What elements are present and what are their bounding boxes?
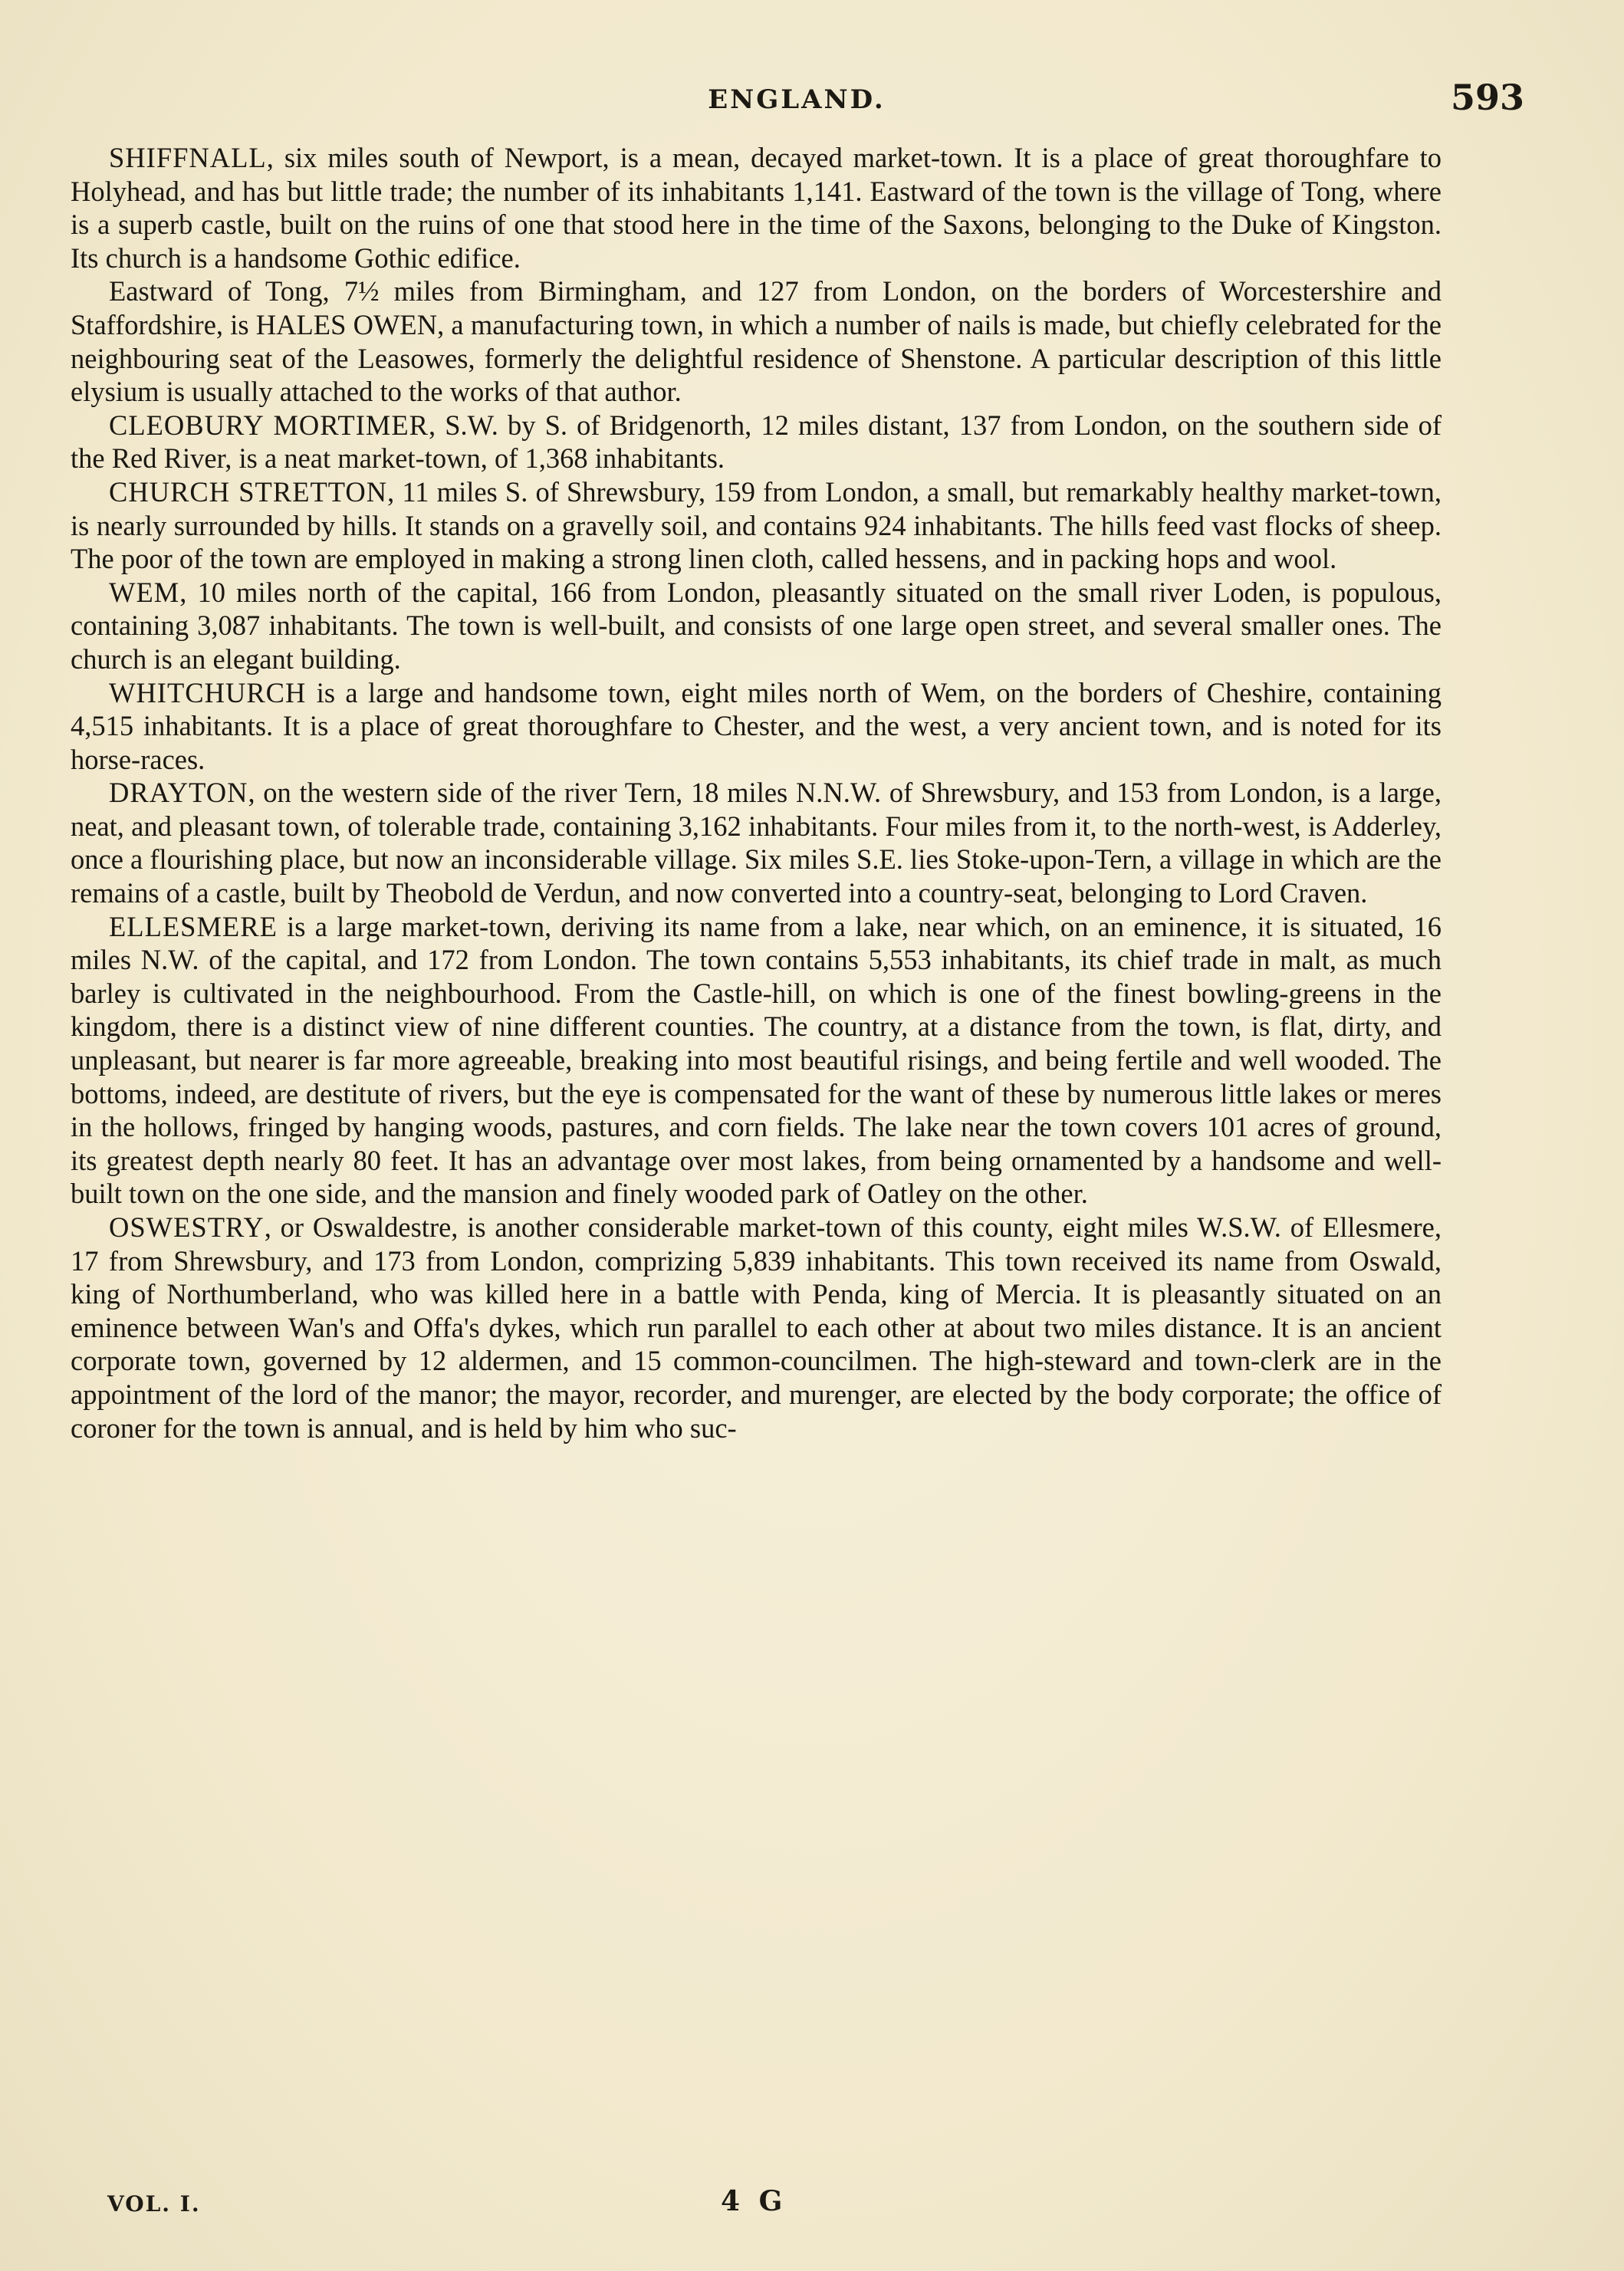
place-name: DRAYTON bbox=[109, 777, 248, 809]
paragraph-oswestry bbox=[71, 1211, 1442, 1444]
signature-mark: 4 G bbox=[721, 2185, 787, 2217]
page-footer bbox=[107, 2185, 1517, 2223]
paragraph-text: Eastward of Tong, 7½ miles from Birmingham, and 127 from London, on the borders of Worcestershire and Staffordshire, is HALES OWEN, a manufacturing town, in which a number of nails is made, but chiefly celebrated for the neighbouring seat of the Leasowes, formerly the delightful residence of Shenstone. A particular description of this little elysium is usually attached to the works of that author. bbox=[71, 275, 1442, 408]
place-name: SHIFFNALL bbox=[109, 142, 267, 173]
page-header bbox=[69, 77, 1524, 123]
paragraph-drayton bbox=[71, 776, 1442, 909]
place-name: CLEOBURY MORTIMER bbox=[109, 409, 429, 441]
page-number: 593 bbox=[1450, 77, 1524, 118]
body-text bbox=[71, 141, 1442, 1444]
paragraph-church-stretton bbox=[71, 475, 1442, 576]
paragraph-text: , S.W. by S. of Bridgenorth, 12 miles distant, 137 from London, on the southern side of the Red River, is a neat market-town, of 1,368 inhabitants. bbox=[71, 409, 1442, 475]
paragraph-text: , six miles south of Newport, is a mean, decayed market-town. It is a place of great thoroughfare to Holyhead, and has but little trade; the number of its inhabitants 1,141. Eastward of the town is the village of Tong, where is a superb castle, built on the ruins of one that stood here in the time of the Saxons, belonging to the Duke of Kingston. Its church is a handsome Gothic edifice. bbox=[71, 142, 1442, 274]
place-name: OSWESTRY bbox=[109, 1211, 265, 1243]
paragraph-shiffnall bbox=[71, 141, 1442, 274]
running-title: ENGLAND. bbox=[708, 84, 886, 115]
place-name: CHURCH STRETTON bbox=[109, 475, 388, 508]
paragraph-cleobury-mortimer bbox=[71, 409, 1442, 475]
paragraph-text: , on the western side of the river Tern, 18 miles N.N.W. of Shrewsbury, and 153 from London, is a large, neat, and pleasant town, of tolerable trade, containing 3,162 inhabitants. Four miles from it, to the north-west, is Adderley, once a flourishing place, but now an inconsiderable village. Six miles S.E. lies Stoke-upon-Tern, a village in which are the remains of a castle, built by Theobold de Verdun, and now converted into a country-seat, belonging to Lord Craven. bbox=[71, 777, 1442, 909]
paragraph-hales-owen bbox=[71, 274, 1442, 408]
paragraph-whitchurch bbox=[71, 676, 1442, 777]
place-name: WHITCHURCH bbox=[109, 676, 307, 708]
paragraph-text: , 10 miles north of the capital, 166 from London, pleasantly situated on the small river Loden, is populous, containing 3,087 inhabitants. The town is well-built, and consists of one large open street, and several smaller ones. The church is an elegant building. bbox=[71, 576, 1442, 675]
place-name: WEM bbox=[109, 576, 180, 608]
paragraph-wem bbox=[71, 576, 1442, 676]
paragraph-text: is a large market-town, deriving its name from a lake, near which, on an eminence, it is situated, 16 miles N.W. of the capital, and 172 from London. The town contains 5,553 inhabitants, its chief trade in malt, as much barley is cultivated in the neighbourhood. From the Castle-hill, on which is one of the finest bowling-greens in the kingdom, there is a distinct view of nine different counties. The country, at a distance from the town, is flat, dirty, and unpleasant, but nearer is far more agreeable, breaking into most beautiful risings, and being fertile and well wooded. The bottoms, indeed, are destitute of rivers, but the eye is compensated for the want of these by numerous little lakes or meres in the hollows, fringed by hanging woods, pastures, and corn fields. The lake near the town covers 101 acres of ground, its greatest depth nearly 80 feet. It has an advantage over most lakes, from being ornamented by a handsome and well-built town on the one side, and the mansion and finely wooded park of Oatley on the other. bbox=[71, 910, 1442, 1210]
paragraph-text: , or Oswaldestre, is another considerable market-town of this county, eight miles W.S.W. of Ellesmere, 17 from Shrewsbury, and 173 from London, comprizing 5,839 inhabitants. This town received its name from Oswald, king of Northumberland, who was killed here in a battle with Penda, king of Mercia. It is pleasantly situated on an eminence between Wan's and Offa's dykes, which run parallel to each other at about two miles distance. It is an ancient corporate town, governed by 12 aldermen, and 15 common-councilmen. The high-steward and town-clerk are in the appointment of the lord of the manor; the mayor, recorder, and murenger, are elected by the body corporate; the office of coroner for the town is annual, and is held by him who suc- bbox=[71, 1211, 1442, 1444]
volume-label: VOL. I. bbox=[107, 2191, 201, 2217]
paragraph-ellesmere bbox=[71, 910, 1442, 1211]
paragraph-text: is a large and handsome town, eight miles north of Wem, on the borders of Cheshire, containing 4,515 inhabitants. It is a place of great thoroughfare to Chester, and the west, a very ancient town, and is noted for its horse-races. bbox=[71, 676, 1442, 775]
place-name: ELLESMERE bbox=[109, 910, 278, 942]
paragraph-text: , 11 miles S. of Shrewsbury, 159 from London, a small, but remarkably healthy market-town, is nearly surrounded by hills. It stands on a gravelly soil, and contains 924 inhabitants. The hills feed vast flocks of sheep. The poor of the town are employed in making a strong linen cloth, called hessens, and in packing hops and wool. bbox=[71, 475, 1442, 575]
